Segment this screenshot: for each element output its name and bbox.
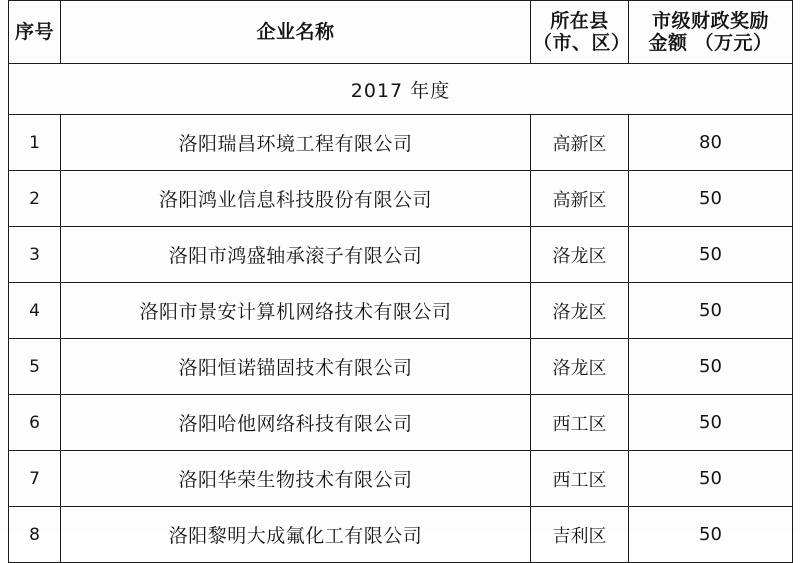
table-row: [9, 339, 793, 395]
cell-company: 洛阳市鸿盛轴承滚子有限公司: [61, 227, 531, 283]
header-district-line1: 所在县: [550, 9, 609, 32]
table-row: [9, 395, 793, 451]
cell-amount: 50: [629, 227, 793, 283]
cell-district: 西工区: [531, 451, 629, 507]
cell-company: 洛阳哈他网络科技有限公司: [61, 395, 531, 451]
table-row: [9, 451, 793, 507]
cell-district: 西工区: [531, 395, 629, 451]
cell-amount: 50: [629, 451, 793, 507]
cell-amount: 50: [629, 171, 793, 227]
cell-company: 洛阳市景安计算机网络技术有限公司: [61, 283, 531, 339]
table-row: [9, 171, 793, 227]
year-band-row: [9, 64, 793, 115]
award-table: [8, 0, 793, 563]
cell-index: 7: [9, 451, 61, 507]
year-band-label: 2017 年度: [9, 64, 793, 115]
table-row: [9, 507, 793, 563]
header-amount-line2: 金额 （万元）: [648, 32, 773, 54]
cell-district: 高新区: [531, 115, 629, 171]
cell-index: 8: [9, 507, 61, 563]
cell-amount: 50: [629, 283, 793, 339]
cell-index: 4: [9, 283, 61, 339]
cell-index: 5: [9, 339, 61, 395]
cell-company: 洛阳鸿业信息科技股份有限公司: [61, 171, 531, 227]
table-row: [9, 283, 793, 339]
cell-district: 洛龙区: [531, 339, 629, 395]
cell-district: 洛龙区: [531, 283, 629, 339]
cell-amount: 50: [629, 339, 793, 395]
table-header-row: [9, 1, 793, 64]
cell-company: 洛阳恒诺锚固技术有限公司: [61, 339, 531, 395]
cell-amount: 80: [629, 115, 793, 171]
table-row: [9, 115, 793, 171]
cell-district: 高新区: [531, 171, 629, 227]
cell-company: 洛阳黎明大成氟化工有限公司: [61, 507, 531, 563]
table-body: [9, 1, 793, 563]
cell-amount: 50: [629, 507, 793, 563]
header-amount-line1: 市级财政奖励: [651, 9, 769, 32]
header-cell-company: 企业名称: [61, 1, 531, 64]
header-cell-amount: [629, 1, 793, 64]
cell-amount: 50: [629, 395, 793, 451]
header-cell-index: 序号: [9, 1, 61, 64]
cell-index: 6: [9, 395, 61, 451]
cell-index: 1: [9, 115, 61, 171]
cell-company: 洛阳瑞昌环境工程有限公司: [61, 115, 531, 171]
header-cell-district: [531, 1, 629, 64]
cell-company: 洛阳华荣生物技术有限公司: [61, 451, 531, 507]
header-district-line2: （市、区）: [533, 32, 631, 54]
table-row: [9, 227, 793, 283]
cell-district: 吉利区: [531, 507, 629, 563]
cell-district: 洛龙区: [531, 227, 629, 283]
cell-index: 2: [9, 171, 61, 227]
cell-index: 3: [9, 227, 61, 283]
